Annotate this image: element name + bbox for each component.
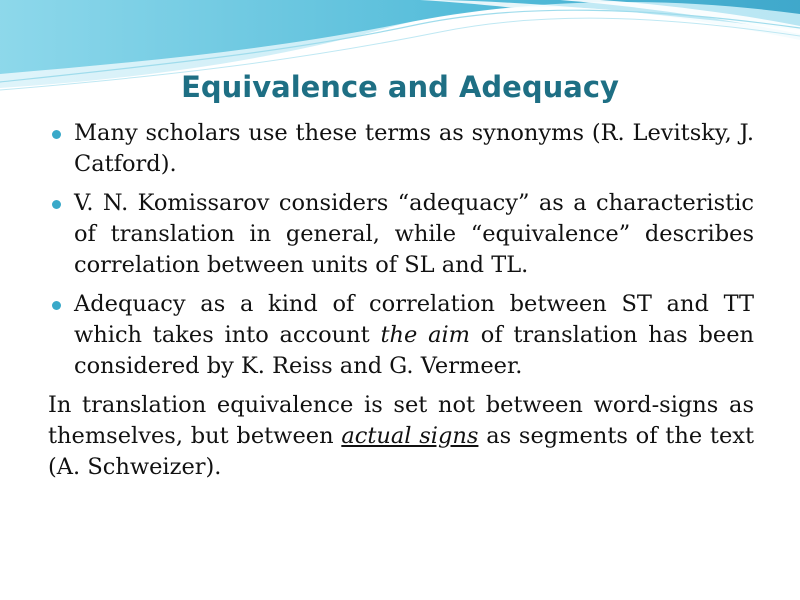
slide-content <box>48 118 754 483</box>
bullet-text: Many scholars use these terms as synonyms (R. Levitsky, J. Catford). <box>74 120 754 177</box>
bullet-text: V. N. Komissarov considers “adequacy” as a characteristic of translation in general, while “equivalence” describes correlation between units of SL and TL. <box>74 190 754 278</box>
slide-title: Equivalence and Adequacy <box>181 70 619 104</box>
bullet-item <box>48 118 754 180</box>
bullet-emphasis: the aim <box>380 322 471 348</box>
paragraph-text-before: In translation equivalence is set not between word-signs as themselves, but between <box>48 392 754 449</box>
bullet-text-before: Adequacy as a kind of correlation between ST and TT which takes into account <box>74 291 754 348</box>
bullet-dot-icon <box>52 301 61 310</box>
bullet-list <box>48 118 754 382</box>
bullet-item <box>48 289 754 382</box>
paragraph-emphasis: actual signs <box>341 423 479 449</box>
paragraph-text-after: as segments of the text (A. Schweizer). <box>48 423 754 480</box>
bullet-dot-icon <box>52 130 61 139</box>
bullet-dot-icon <box>52 200 61 209</box>
closing-paragraph <box>48 390 754 483</box>
bullet-text-after: of translation has been considered by K. Reiss and G. Vermeer. <box>74 322 755 379</box>
bullet-item <box>48 188 754 281</box>
